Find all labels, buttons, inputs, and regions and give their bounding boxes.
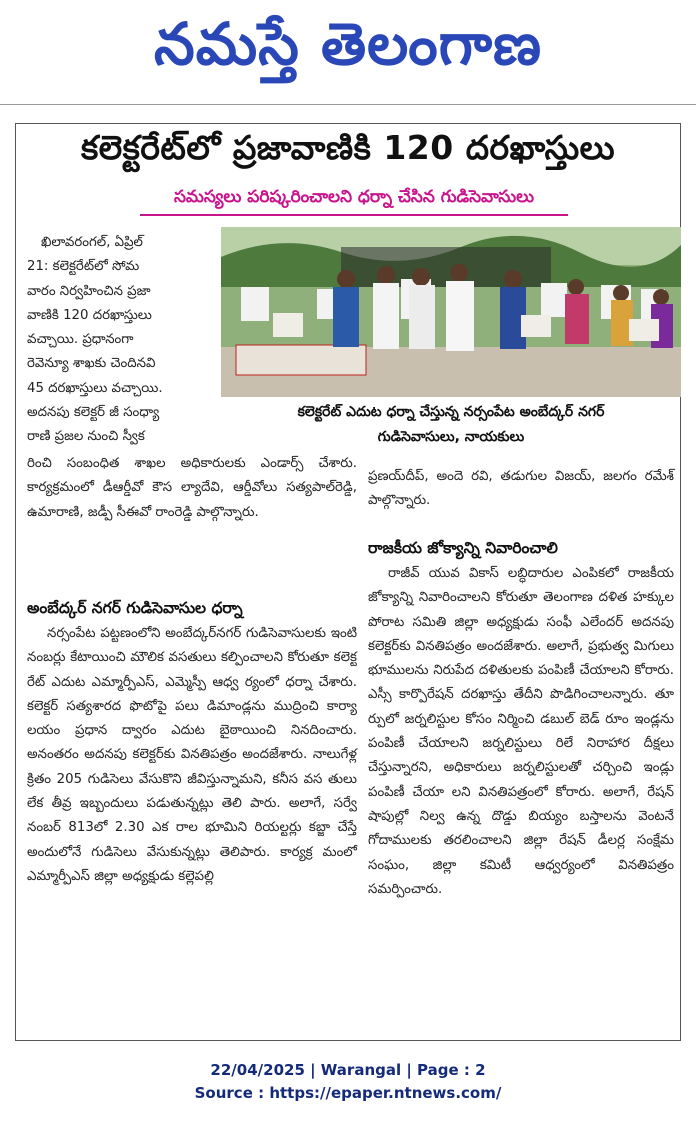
intro-line: ఖిలావరంగల్, ఏప్రిల్: [41, 235, 143, 250]
masthead: [0, 0, 696, 104]
masthead-divider: [0, 104, 696, 105]
photo-caption: [221, 400, 681, 450]
intro-continued: [27, 452, 357, 525]
article-subheadline: సమస్యలు పరిష్కరించాలని ధర్నా చేసిన గుడిసెవాసులు: [173, 187, 535, 207]
newspaper-logo: నమస్తే తెలంగాణ: [154, 10, 542, 78]
section1-body: నర్సంపేట పట్టణంలోని అంబేద్కర్‌నగర్ గుడిసెవాసులకు ఇంటి నంబర్లు కేటాయించి మౌలిక వసతులు కల్పించాలని కోరుతూ కలెక్ట రేట్ ఎదుట ఎమ్మార్పీఎస్, ఎమ్మెస్పీ ఆధ్వ ర్యంలో ధర్నా చేశారు. కలెక్టర్ సత్యశారద ఫొటోపై పలు డిమాండ్లను ముద్రించి కార్యా లయం ప్రధాన ద్వారం ఎదుట బైఠాయించి నినదించారు. అనంతరం అదనపు కలెక్టర్‌కు వినతిపత్రం అందజేశారు. నాలుగేళ్ల క్రితం 205 గుడిసెలు వేసుకొని జీవిస్తున్నామని, కనీస వస తులు లేక తీవ్ర ఇబ్బందులు పడుతున్నట్లు తెలి పారు. అలాగే, సర్వే నంబర్ 813లో 2.30 ఎక రాల భూమిని రియల్టర్లు కబ్జా చేస్తే అందులోనే గుడిసెలు వేసుకున్నట్లు తెలిపారు. కార్యక్ర మంలో ఎమ్మార్పీఎస్ జిల్లా అధ్యక్షుడు కల్లెపల్లి: [27, 626, 357, 884]
section-heading-political-interference: రాజకీయ జోక్యాన్ని నివారించాలి: [368, 539, 558, 557]
subheadline-underline: [140, 214, 568, 216]
section1-continued-text: ప్రణయ్‌దీప్, అందె రవి, తడుగుల విజయ్, జలగం రమేశ్ పాల్గొన్నారు.: [368, 469, 674, 509]
intro-line: రెవెన్యూ శాఖకు చెందినవి: [27, 356, 156, 372]
intro-line: వచ్చాయి. ప్రధానంగా: [27, 332, 134, 348]
intro-line: 21: కలెక్టరేట్‌లో సోమ: [27, 259, 140, 275]
intro-line: అదనపు కలెక్టర్ జీ సంధ్యా: [27, 405, 160, 421]
intro-line: వాణికి 120 దరఖాస్తులు: [27, 307, 152, 323]
intro-line: రాణి ప్రజల నుంచి స్వీక: [27, 429, 145, 445]
photo-caption-line1: కలెక్టరేట్ ఎదుట ధర్నా చేస్తున్న నర్సంపేట అంబేద్కర్ నగర్: [297, 404, 605, 420]
section-heading-ambedkar-nagar: అంబేద్కర్ నగర్ గుడిసెవాసుల ధర్నా: [27, 599, 243, 617]
protest-photo-illustration: [221, 227, 681, 397]
section2-body: రాజీవ్ యువ వికాస్ లబ్ధిదారుల ఎంపికలో రాజకీయ జోక్యాన్ని నివారించాలని కోరుతూ తెలంగాణ దళిత హక్కుల పోరాట సమితి జిల్లా అధ్యక్షుడు సంఫీ ఎలేందర్ అదనపు కలెక్టర్‌కు వినతిపత్రం అందజేశారు. అలాగే, ప్రభుత్వ మిగులు భూములను నిరుపేద దళితులకు పంపిణీ చేయాలని కోరారు. ఎస్సీ కార్పొరేషన్ దరఖాస్తు తేదీని పొడిగించాలన్నారు. తూ ర్పులో జర్నలిస్టుల కోసం నిర్మించి డబుల్ బెడ్ రూం ఇండ్లను పంపిణీ చేయాలని జర్నలిస్టులు రిలే నిరాహార దీక్షలు చేస్తున్నారని, అధికారులు జర్నలిస్టులతో చర్చించి ఇండ్లు పంపిణీ చేయా లని వినతిపత్రంలో కోరారు. అలాగే, రేషన్ షాపుల్లో నిల్వ ఉన్న దొడ్డు బియ్యం బస్తాలను వెంటనే గోదాములకు తరలించాలని జిల్లా రేషన్ డీలర్ల సంక్షేమ సంఘం, జిల్లా కమిటీ ఆధ్వర్యంలో వినతిపత్రం సమర్పించారు.: [368, 566, 674, 897]
intro-line: వారం నిర్వహించిన ప్రజా: [27, 283, 151, 299]
section1-continued: [368, 465, 674, 514]
intro-line: 45 దరఖాస్తులు వచ్చాయి.: [27, 380, 163, 396]
intro-column: [27, 231, 222, 450]
source-link[interactable]: Source : https://epaper.ntnews.com/: [194, 1084, 502, 1102]
article-headline: కలెక్టరేట్‌లో ప్రజావాణికి 120 దరఖాస్తులు: [80, 128, 615, 167]
edition-info: 22/04/2025 | Warangal | Page : 2: [210, 1061, 486, 1079]
photo-caption-line2: గుడిసెవాసులు, నాయకులు: [377, 429, 525, 445]
intro-continued-text: రించి సంబంధిత శాఖల అధికారులకు ఎండార్స్ చేశారు. కార్యక్రమంలో డీఆర్డీవో కౌస ల్యాదేవి, ఆర్డీవోలు సత్యపాల్‌రెడ్డి, ఉమారాణి, జడ్పీ సీఈవో రాంరెడ్డి పాల్గొన్నారు.: [27, 456, 357, 520]
section1-column: [27, 622, 357, 889]
section2-column: [368, 562, 674, 902]
news-photo: [221, 227, 681, 397]
